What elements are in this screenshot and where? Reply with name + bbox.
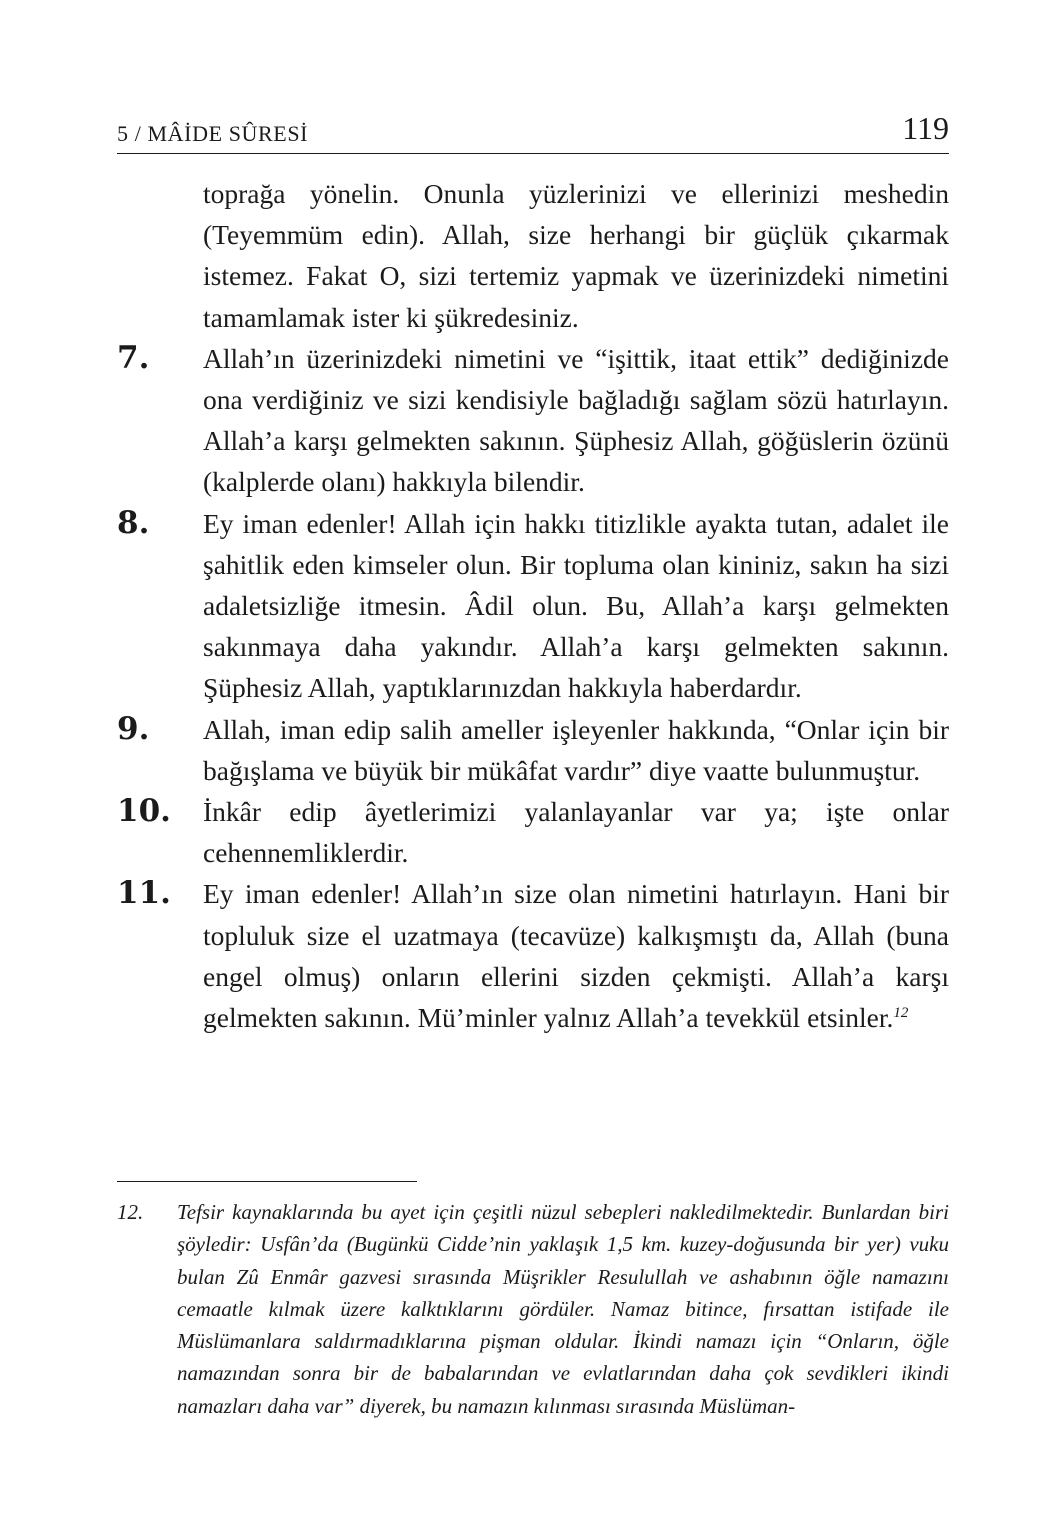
- verse-number: 10.: [117, 793, 171, 830]
- page-number: 119: [902, 110, 949, 146]
- footnote-text: Tefsir kaynaklarında bu ayet için çeşitli nüzul sebepleri nakledilmektedir. Bunlardan biri şöyledir: Usfân’da (Bugünkü Cidde’nin yaklaşık 1,5 km. kuzey-doğusunda bir yer) vuku bulan Zû Enmâr gazvesi sırasında Müşrikler Resulullah ve ashabının öğle namazını cemaatle kılmak üzere kalktıklarını gördüler. Namaz bitince, fırsattan istifade ile Müslümanlara saldırmadıklarına pişman oldular. İkindi namazı için “Onların, öğle namazından sonra bir de babalarından ve evlatlarından daha çok sevdikleri ikindi namazları daha var” diyerek, bu namazın kılınması sırasında Müslüman-: [177, 1200, 949, 1418]
- footnote-divider: [117, 1181, 417, 1182]
- verse-text: Allah, iman edip salih ameller işleyenler hakkında, “Onlar için bir bağışlama ve büyük bir mükâfat vardır” diye vaatte bulunmuştur.: [203, 713, 949, 786]
- verse-7: [117, 338, 949, 503]
- verse-text: Ey iman edenler! Allah’ın size olan nimetini hatırlayın. Hani bir topluluk size el uzatmaya (tecavüze) kalkışmıştı da, Allah (buna engel olmuş) onların ellerini sizden çekmişti. Allah’a karşı gelmekten sakının. Mü’minler yalnız Allah’a tevekkül etsinler.: [203, 878, 949, 1034]
- verse-10: [117, 791, 949, 873]
- continuation-paragraph: toprağa yönelin. Onunla yüzlerinizi ve ellerinizi meshedin (Teyemmüm edin). Allah, size herhangi bir güçlük çıkarmak istemez. Fakat O, sizi tertemiz yapmak ve üzerinizdeki nimetini tamamlamak ister ki şükredesiniz.: [203, 178, 949, 333]
- verse-number: 8.: [117, 504, 150, 541]
- verse-text: İnkâr edip âyetlerimizi yalanlayanlar var ya; işte onlar cehennemliklerdir.: [203, 796, 949, 869]
- running-title: 5 / MÂİDE SÛRESİ: [117, 121, 309, 146]
- verse-text: Allah’ın üzerinizdeki nimetini ve “işittik, itaat ettik” dediğinizde ona verdiğiniz ve sizi kendisiyle bağladığı sağlam sözü hatırlayın. Allah’a karşı gelmekten sakının. Şüphesiz Allah, göğüslerin özünü (kalplerde olanı) hakkıyla bilendir.: [203, 342, 949, 498]
- footnote-reference[interactable]: 12: [893, 1004, 909, 1021]
- main-text: [117, 173, 949, 1038]
- running-header: [117, 110, 949, 154]
- verse-number: 7.: [117, 339, 150, 376]
- verse-text-container: [203, 873, 949, 1038]
- verse-text: Ey iman edenler! Allah için hakkı titizlikle ayakta tutan, adalet ile şahitlik eden kimseler olun. Bir topluma olan kininiz, sakın ha sizi adaletsizliğe itmesin. Âdil olun. Bu, Allah’a karşı gelmekten sakınmaya daha yakındır. Allah’a karşı gelmekten sakının. Şüphesiz Allah, yaptıklarınızdan hakkıyla haberdardır.: [203, 507, 949, 704]
- verse-9: [117, 709, 949, 791]
- verse-8: [117, 503, 949, 709]
- footnote: [117, 1196, 949, 1422]
- footnote-number: 12.: [117, 1200, 144, 1224]
- verse-11: [117, 873, 949, 1038]
- verse-number: 11.: [117, 875, 171, 912]
- verse-number: 9.: [117, 710, 150, 747]
